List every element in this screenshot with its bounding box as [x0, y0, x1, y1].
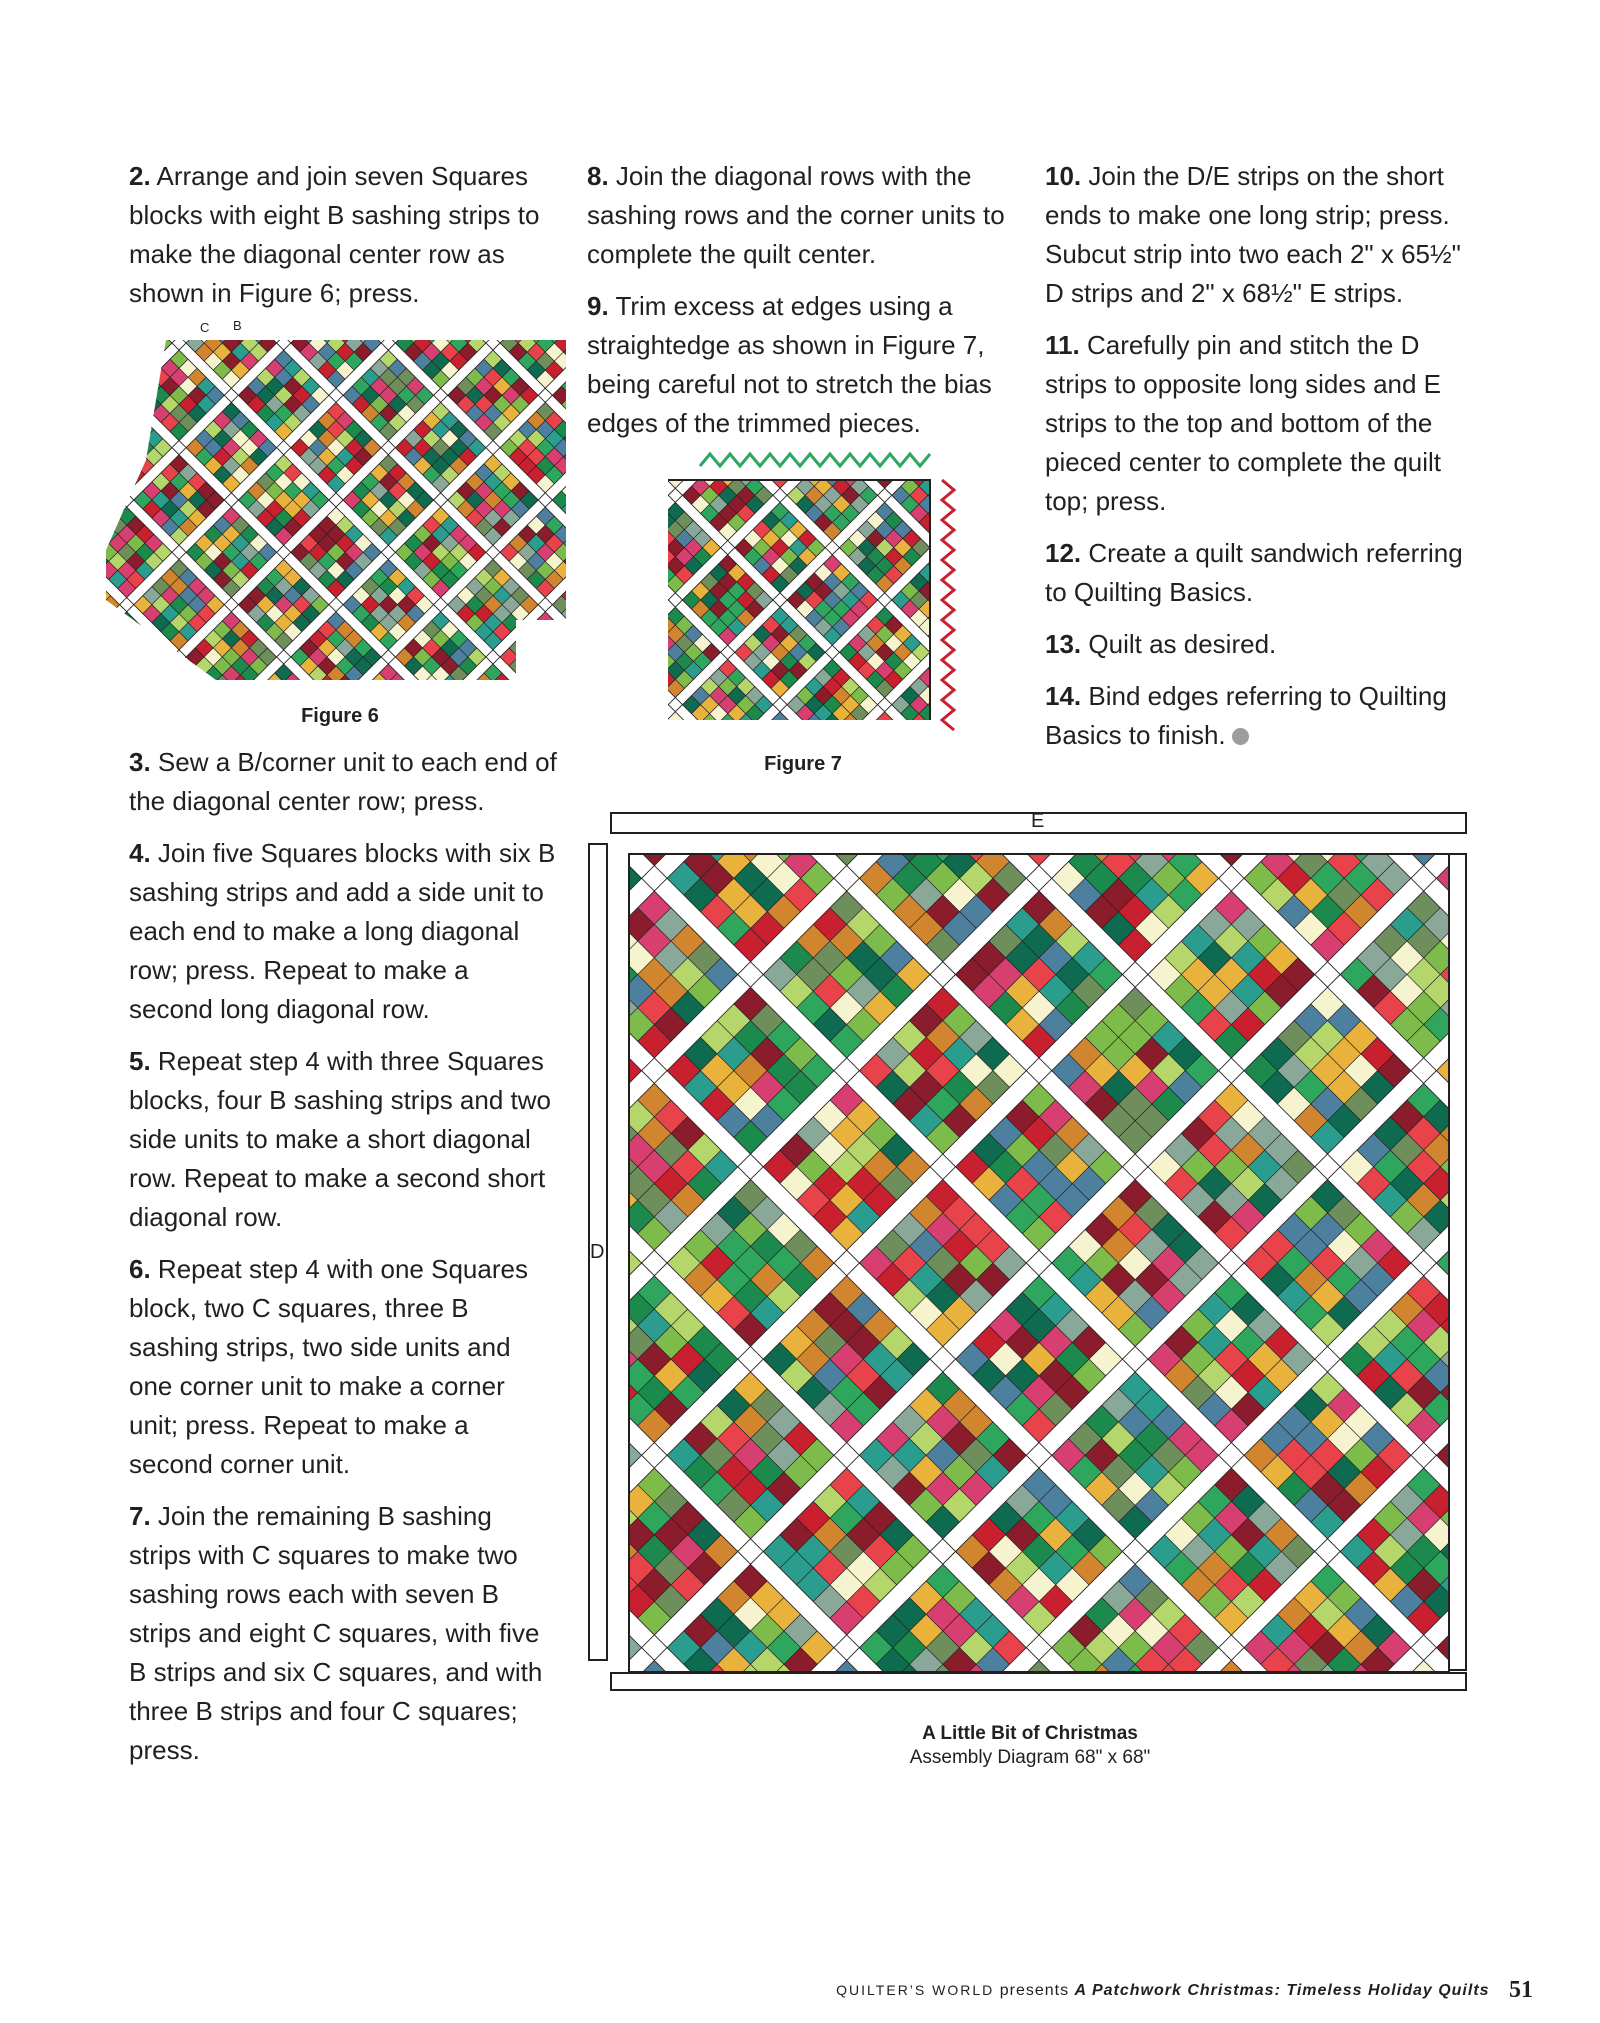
step-number: 9. [587, 291, 609, 321]
step-11 [1045, 326, 1485, 521]
step-8 [587, 157, 1017, 274]
step-5 [129, 1042, 559, 1237]
step-text: Repeat step 4 with three Squares blocks, four B sashing strips and two side units to make a short diagonal row. Repeat to make a second short diagonal row. [129, 1046, 551, 1232]
patchwork-group [96, 320, 576, 680]
step-text: Sew a B/corner unit to each end of the diagonal center row; press. [129, 747, 557, 816]
step-text: Join five Squares blocks with six B sashing strips and add a side unit to each end to make a long diagonal row; press. Repeat to make a second long diagonal row. [129, 838, 555, 1024]
step-number: 11. [1045, 330, 1080, 360]
step-10 [1045, 157, 1485, 313]
step-13 [1045, 625, 1485, 664]
step-4 [129, 834, 559, 1029]
step-7 [129, 1497, 559, 1770]
step-9 [587, 287, 1017, 443]
step-number: 14. [1045, 681, 1081, 711]
step-text: Trim excess at edges using a straightedge as shown in Figure 7, being careful not to stretch the bias edges of the trimmed pieces. [587, 291, 992, 438]
step-number: 4. [129, 838, 151, 868]
step-text: Bind edges referring to Quilting Basics to finish. [1045, 681, 1447, 750]
step-14 [1045, 677, 1485, 755]
step-text: Join the diagonal rows with the sashing rows and the corner units to complete the quilt center. [587, 161, 1005, 269]
step-number: 10. [1045, 161, 1081, 191]
step-text: Arrange and join seven Squares blocks with eight B sashing strips to make the diagonal center row as shown in Figure 6; press. [129, 161, 539, 308]
step-text: Carefully pin and stitch the D strips to opposite long sides and E strips to the top and bottom of the pieced center to complete the quilt top; press. [1045, 330, 1441, 516]
step-number: 8. [587, 161, 609, 191]
step-text: Join the remaining B sashing strips with C squares to make two sashing rows each with seven B strips and eight C squares, with five B strips and six C squares, and with three B strips and four C squares; press. [129, 1501, 542, 1765]
step-number: 6. [129, 1254, 151, 1284]
column-left-lower [129, 743, 559, 1783]
step-3 [129, 743, 559, 821]
step-12 [1045, 534, 1485, 612]
step-number: 5. [129, 1046, 151, 1076]
step-text: Create a quilt sandwich referring to Quilting Basics. [1045, 538, 1463, 607]
column-left [129, 157, 559, 326]
step-6 [129, 1250, 559, 1484]
step-number: 3. [129, 747, 151, 777]
column-right [1045, 157, 1485, 768]
step-text: Repeat step 4 with one Squares block, two C squares, three B sashing strips, two side units and one corner unit to make a corner unit; press. Repeat to make a second corner unit. [129, 1254, 528, 1479]
column-middle [587, 157, 1017, 456]
step-2 [129, 157, 559, 313]
step-number: 7. [129, 1501, 151, 1531]
step-number: 13. [1045, 629, 1081, 659]
step-text: Join the D/E strips on the short ends to make one long strip; press. Subcut strip into two each 2" x 65½" D strips and 2" x 68½" E strips. [1045, 161, 1461, 308]
figure-6-diagram [96, 320, 576, 680]
step-number: 12. [1045, 538, 1081, 568]
end-mark-icon [1232, 728, 1249, 745]
step-text: Quilt as desired. [1088, 629, 1276, 659]
step-number: 2. [129, 161, 151, 191]
